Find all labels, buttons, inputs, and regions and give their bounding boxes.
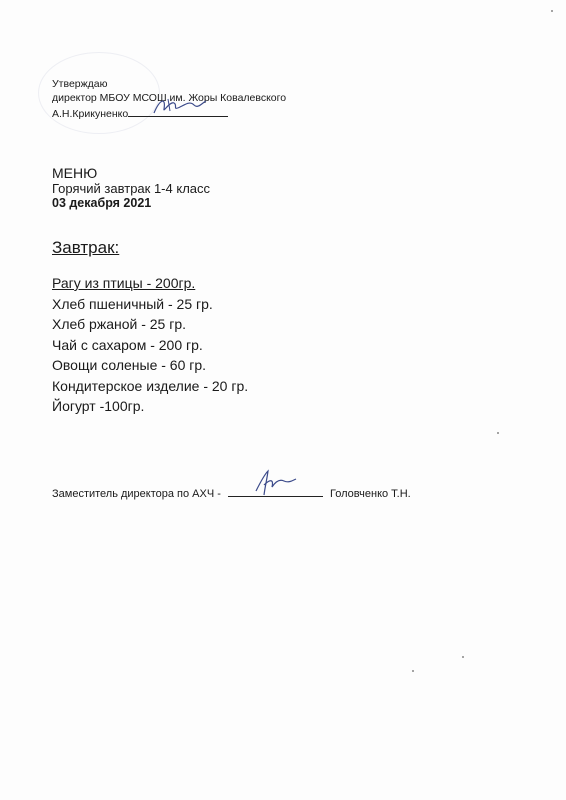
menu-header [52, 166, 210, 211]
scan-speck [497, 432, 499, 434]
menu-items-list [52, 273, 248, 417]
scan-speck [462, 656, 464, 658]
director-signature-icon [150, 95, 210, 117]
menu-title: МЕНЮ [52, 165, 98, 181]
menu-item: Овощи соленые - 60 гр. [52, 357, 207, 373]
menu-item: Хлеб пшеничный - 25 гр. [52, 295, 213, 312]
footer-position: Заместитель директора по АХЧ - [52, 488, 221, 500]
approval-name-line [52, 105, 286, 121]
footer-signature-block [52, 485, 411, 500]
menu-subtitle: Горячий завтрак 1-4 класс [52, 181, 211, 196]
approval-block [52, 77, 286, 121]
approval-line: Утверждаю [52, 78, 108, 90]
footer-signature-line [228, 485, 323, 497]
deputy-signature-icon [250, 469, 300, 497]
menu-date: 03 декабря 2021 [52, 196, 152, 210]
approval-director-line: директор МБОУ МСОШ им. Жоры Ковалевского [52, 92, 287, 104]
scan-speck [551, 10, 553, 12]
menu-item: Рагу из птицы - 200гр. [52, 275, 196, 291]
meal-heading: Завтрак: [52, 238, 120, 257]
approval-director-name: А.Н.Крикуненко [52, 108, 129, 120]
footer-name: Головченко Т.Н. [330, 488, 411, 500]
menu-item: Кондитерское изделие - 20 гр. [52, 377, 249, 394]
menu-item: Хлеб ржаной - 25 гр. [52, 316, 187, 332]
signature-line [128, 105, 228, 117]
scan-speck [412, 670, 414, 672]
menu-item: Чай с сахаром - 200 гр. [52, 336, 203, 353]
menu-item: Йогурт -100гр. [52, 398, 145, 414]
